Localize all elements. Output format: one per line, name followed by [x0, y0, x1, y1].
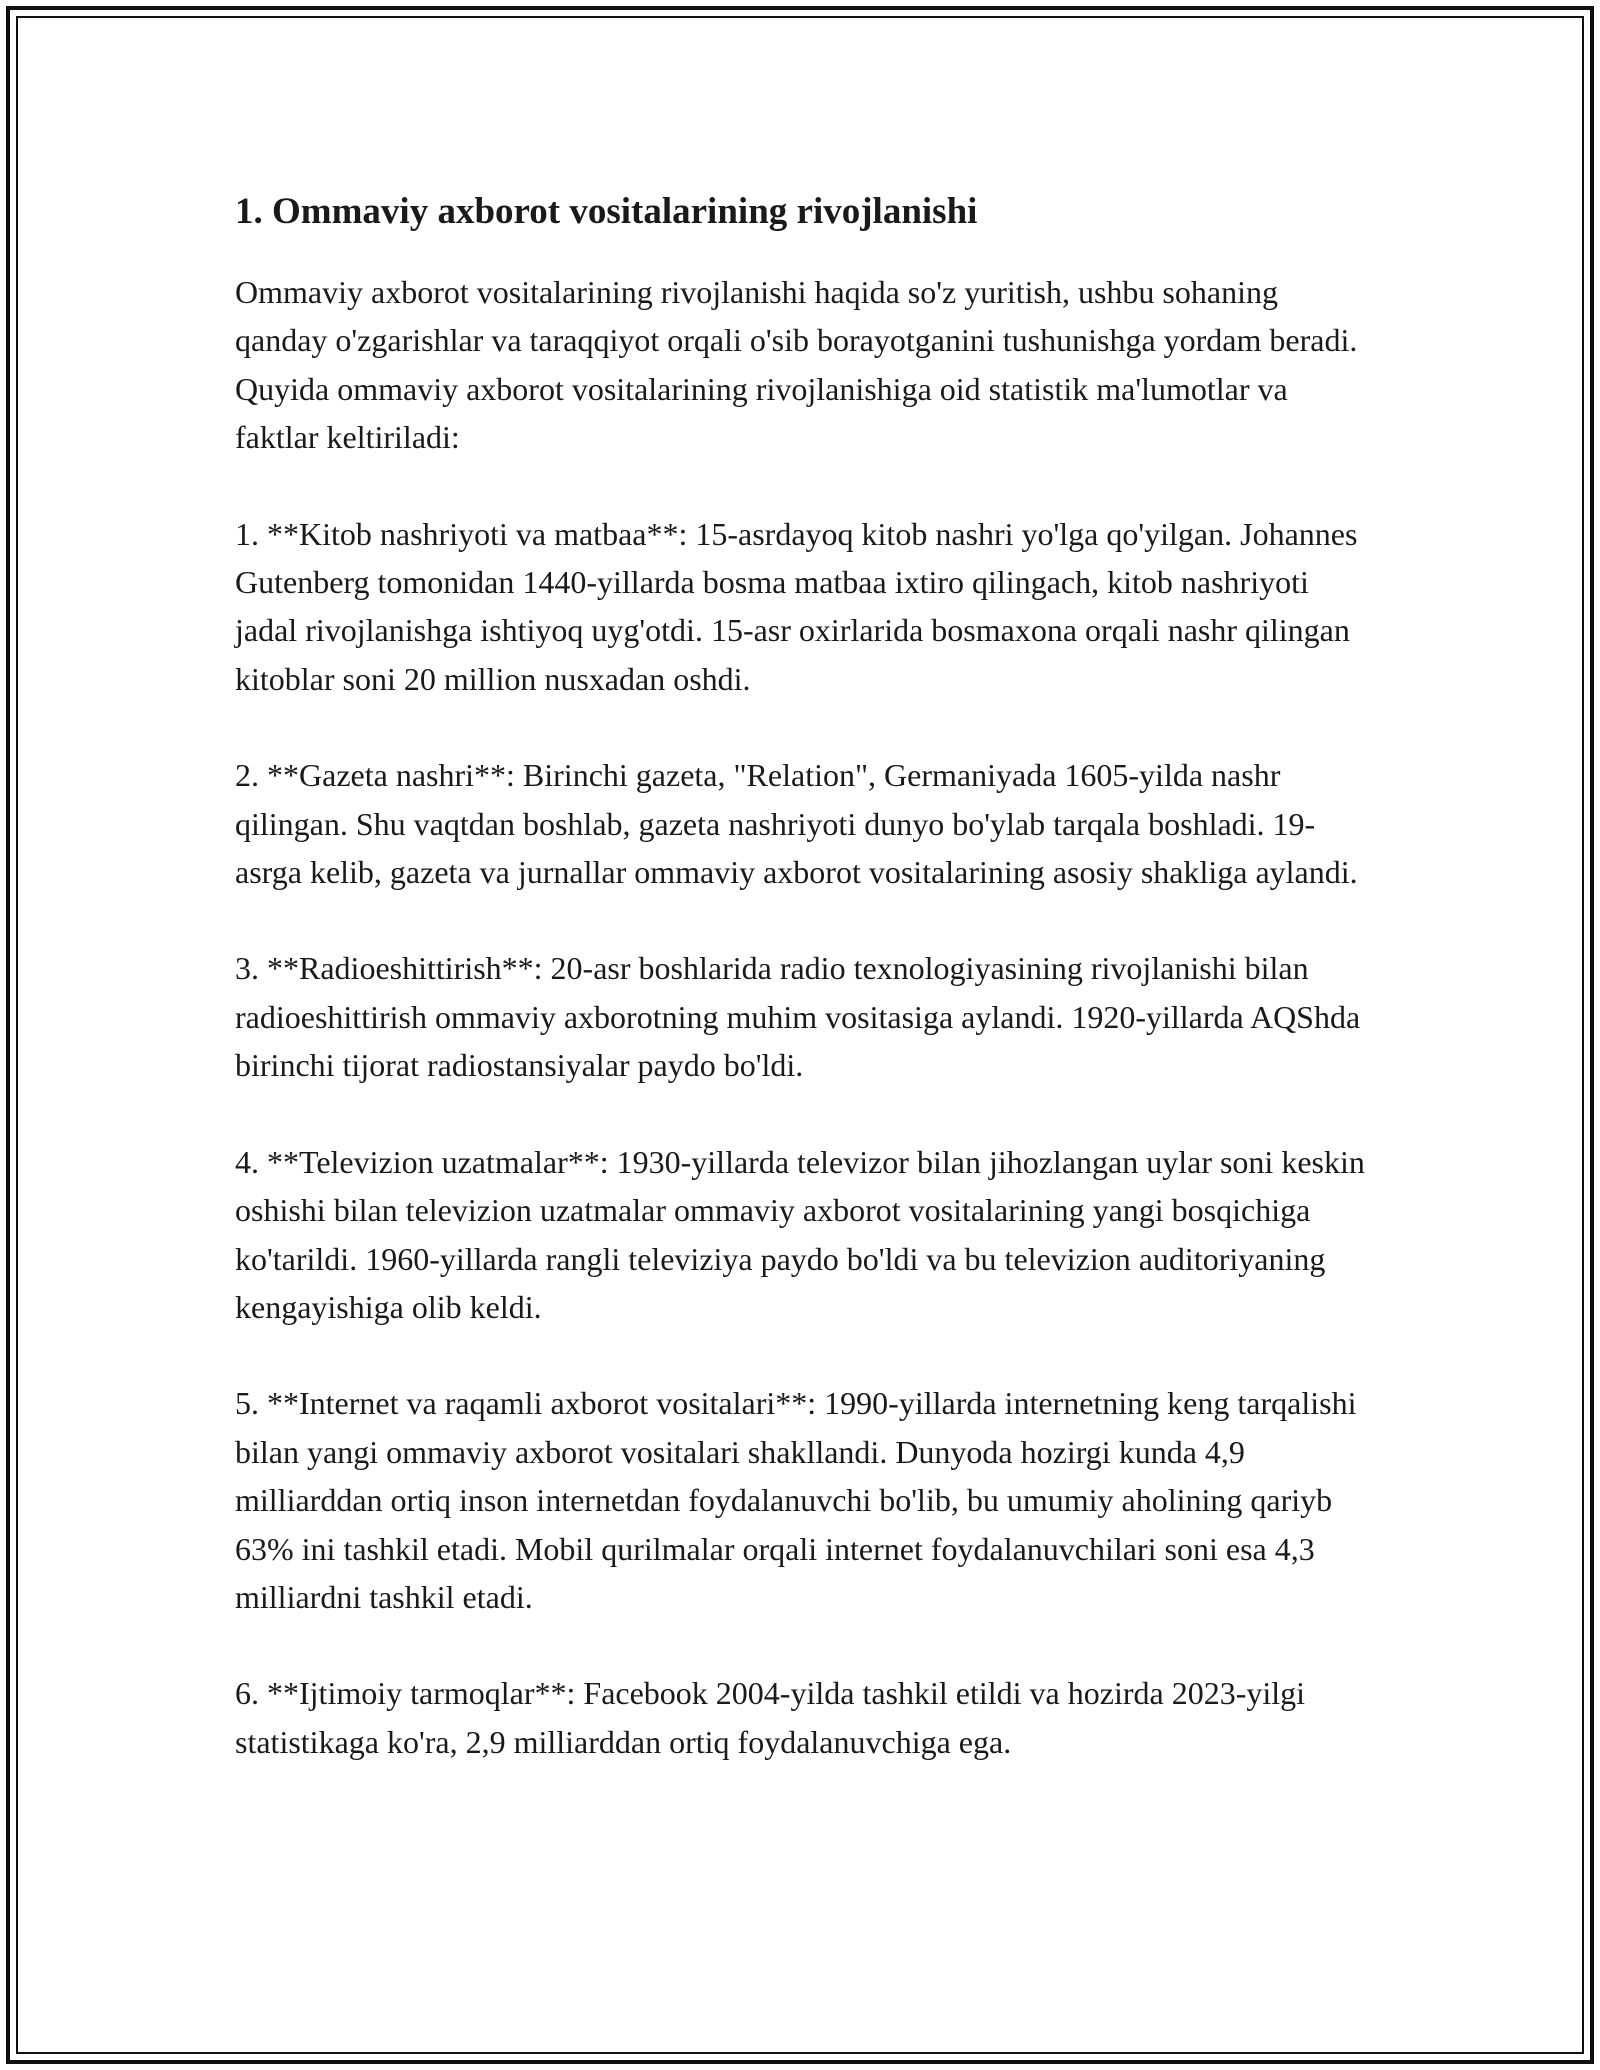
- list-item: 4. **Televizion uzatmalar**: 1930-yillarda televizor bilan jihozlangan uylar soni keskin oshishi bilan televizion uzatmalar ommaviy axborot vositalarining yangi bosqichiga ko'tarildi. 1960-yillarda rangli televiziya paydo bo'ldi va bu televizion auditoriyaning kengayishiga olib keldi.: [235, 1143, 1365, 1325]
- list-item: 5. **Internet va raqamli axborot vositalari**: 1990-yillarda internetning keng tarqalishi bilan yangi ommaviy axborot vositalari shakllandi. Dunyoda hozirgi kunda 4,9 milliarddan ortiq inson internetdan foydalanuvchi bo'lib, bu umumiy aholining qariyb 63% ini tashkil etadi. Mobil qurilmalar orqali internet foydalanuvchilari soni esa 4,3 milliardni tashkil etadi.: [235, 1385, 1357, 1615]
- list-item: 6. **Ijtimoiy tarmoqlar**: Facebook 2004-yilda tashkil etildi va hozirda 2023-yilgi statistikaga ko'ra, 2,9 milliarddan ortiq foydalanuvchiga ega.: [235, 1675, 1306, 1760]
- intro-paragraph: Ommaviy axborot vositalarining rivojlanishi haqida so'z yuritish, ushbu sohaning qanday o'zgarishlar va taraqqiyot orqali o'sib borayotganini tushunishga yordam beradi. Quyida ommaviy axborot vositalarining rivojlanishiga oid statistik ma'lumotlar va faktlar keltiriladi:: [235, 274, 1358, 456]
- list-item: 2. **Gazeta nashri**: Birinchi gazeta, "Relation", Germaniyada 1605-yilda nashr qilingan. Shu vaqtdan boshlab, gazeta nashriyoti dunyo bo'ylab tarqala boshladi. 19-asrga kelib, gazeta va jurnallar ommaviy axborot vositalarining asosiy shakliga aylandi.: [235, 757, 1358, 891]
- list-item: 3. **Radioeshittirish**: 20-asr boshlarida radio texnologiyasining rivojlanishi bilan radioeshittirish ommaviy axborotning muhim vositasiga aylandi. 1920-yillarda AQShda birinchi tijorat radiostansiyalar paydo bo'ldi.: [235, 950, 1361, 1084]
- document-title: 1. Ommaviy axborot vositalarining rivojlanishi: [235, 191, 978, 232]
- list-item: 1. **Kitob nashriyoti va matbaa**: 15-asrdayoq kitob nashri yo'lga qo'yilgan. Johannes Gutenberg tomonidan 1440-yillarda bosma matbaa ixtiro qilingach, kitob nashriyoti jadal rivojlanishga ishtiyoq uyg'otdi. 15-asr oxirlarida bosmaxona orqali nashr qilingan kitoblar soni 20 million nusxadan oshdi.: [235, 515, 1358, 697]
- document-body: [235, 186, 1375, 1814]
